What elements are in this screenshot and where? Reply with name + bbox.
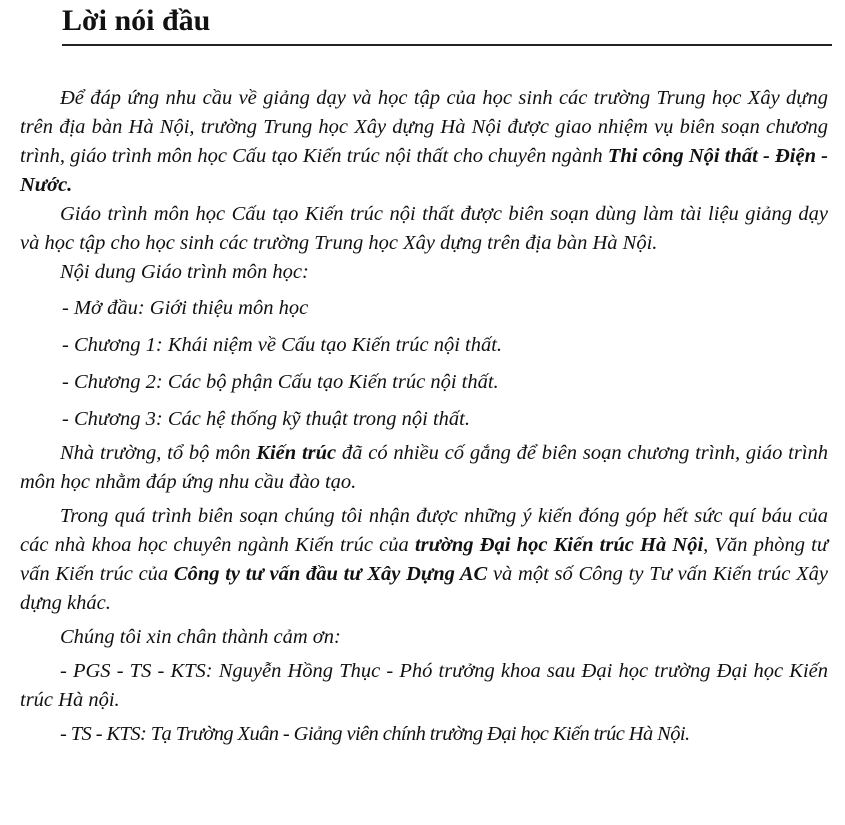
chapter-item: - Chương 2: Các bộ phận Cấu tạo Kiến trúc nội thất. (62, 371, 499, 393)
document-body (20, 84, 828, 749)
contrib-text-3: và một số Công ty Tư vấn Kiến trúc Xây dựng khác. (20, 563, 828, 614)
title-divider (62, 44, 832, 46)
acknowledgement-item: - TS - KTS: Tạ Trường Xuân - Giảng viên chính trường Đại học Kiến trúc Hà Nội. (60, 723, 690, 745)
chapter-item: - Chương 3: Các hệ thống kỹ thuật trong nội thất. (62, 408, 470, 430)
paragraph-purpose: Giáo trình môn học Cấu tạo Kiến trúc nội thất được biên soạn dùng làm tài liệu giảng dạy và học tập cho học sinh các trường Trung học Xây dựng trên địa bàn Hà Nội. (20, 203, 828, 254)
paragraph-contributions (20, 502, 828, 618)
contrib-text-1: Trong quá trình biên soạn chúng tôi nhận được những ý kiến đóng góp hết sức quí báu của các nhà khoa học chuyên ngành Kiến trúc của (20, 505, 828, 556)
paragraph-intro-bold: Thi công Nội thất - Điện - Nước. (20, 145, 828, 196)
thanks-line: Chúng tôi xin chân thành cảm ơn: (60, 626, 341, 648)
contrib-bold-1: trường Đại học Kiến trúc Hà Nội (414, 534, 704, 556)
acknowledgement-item: - PGS - TS - KTS: Nguyễn Hồng Thục - Phó trưởng khoa sau Đại học trường Đại học Kiến trúc Hà nội. (20, 660, 828, 711)
paragraph-effort-text-end: đã có nhiều cố gắng để biên soạn chương trình, giáo trình môn học nhằm đáp ứng nhu cầu đào tạo. (20, 442, 829, 493)
contrib-text-2: , Văn phòng tư vấn Kiến trúc của (20, 534, 829, 585)
paragraph-intro (20, 84, 828, 200)
chapter-item: - Mở đầu: Giới thiệu môn học (62, 297, 309, 319)
paragraph-effort-bold: Kiến trúc (256, 442, 337, 464)
paragraph-effort (20, 439, 828, 497)
contrib-bold-2: Công ty tư vấn đầu tư Xây Dựng AC (173, 563, 488, 585)
content-intro: Nội dung Giáo trình môn học: (60, 261, 309, 283)
page-title: Lời nói đầu (62, 4, 211, 37)
paragraph-effort-text: Nhà trường, tổ bộ môn (60, 442, 257, 464)
paragraph-intro-text: Để đáp ứng nhu cầu về giảng dạy và học tập của học sinh các trường Trung học Xây dựng trên địa bàn Hà Nội, trường Trung học Xây dựng Hà Nội được giao nhiệm vụ biên soạn chương trình, giáo trình môn học Cấu tạo Kiến trúc nội thất cho chuyên ngành (20, 87, 828, 167)
chapter-item: - Chương 1: Khái niệm về Cấu tạo Kiến trúc nội thất. (62, 334, 503, 356)
